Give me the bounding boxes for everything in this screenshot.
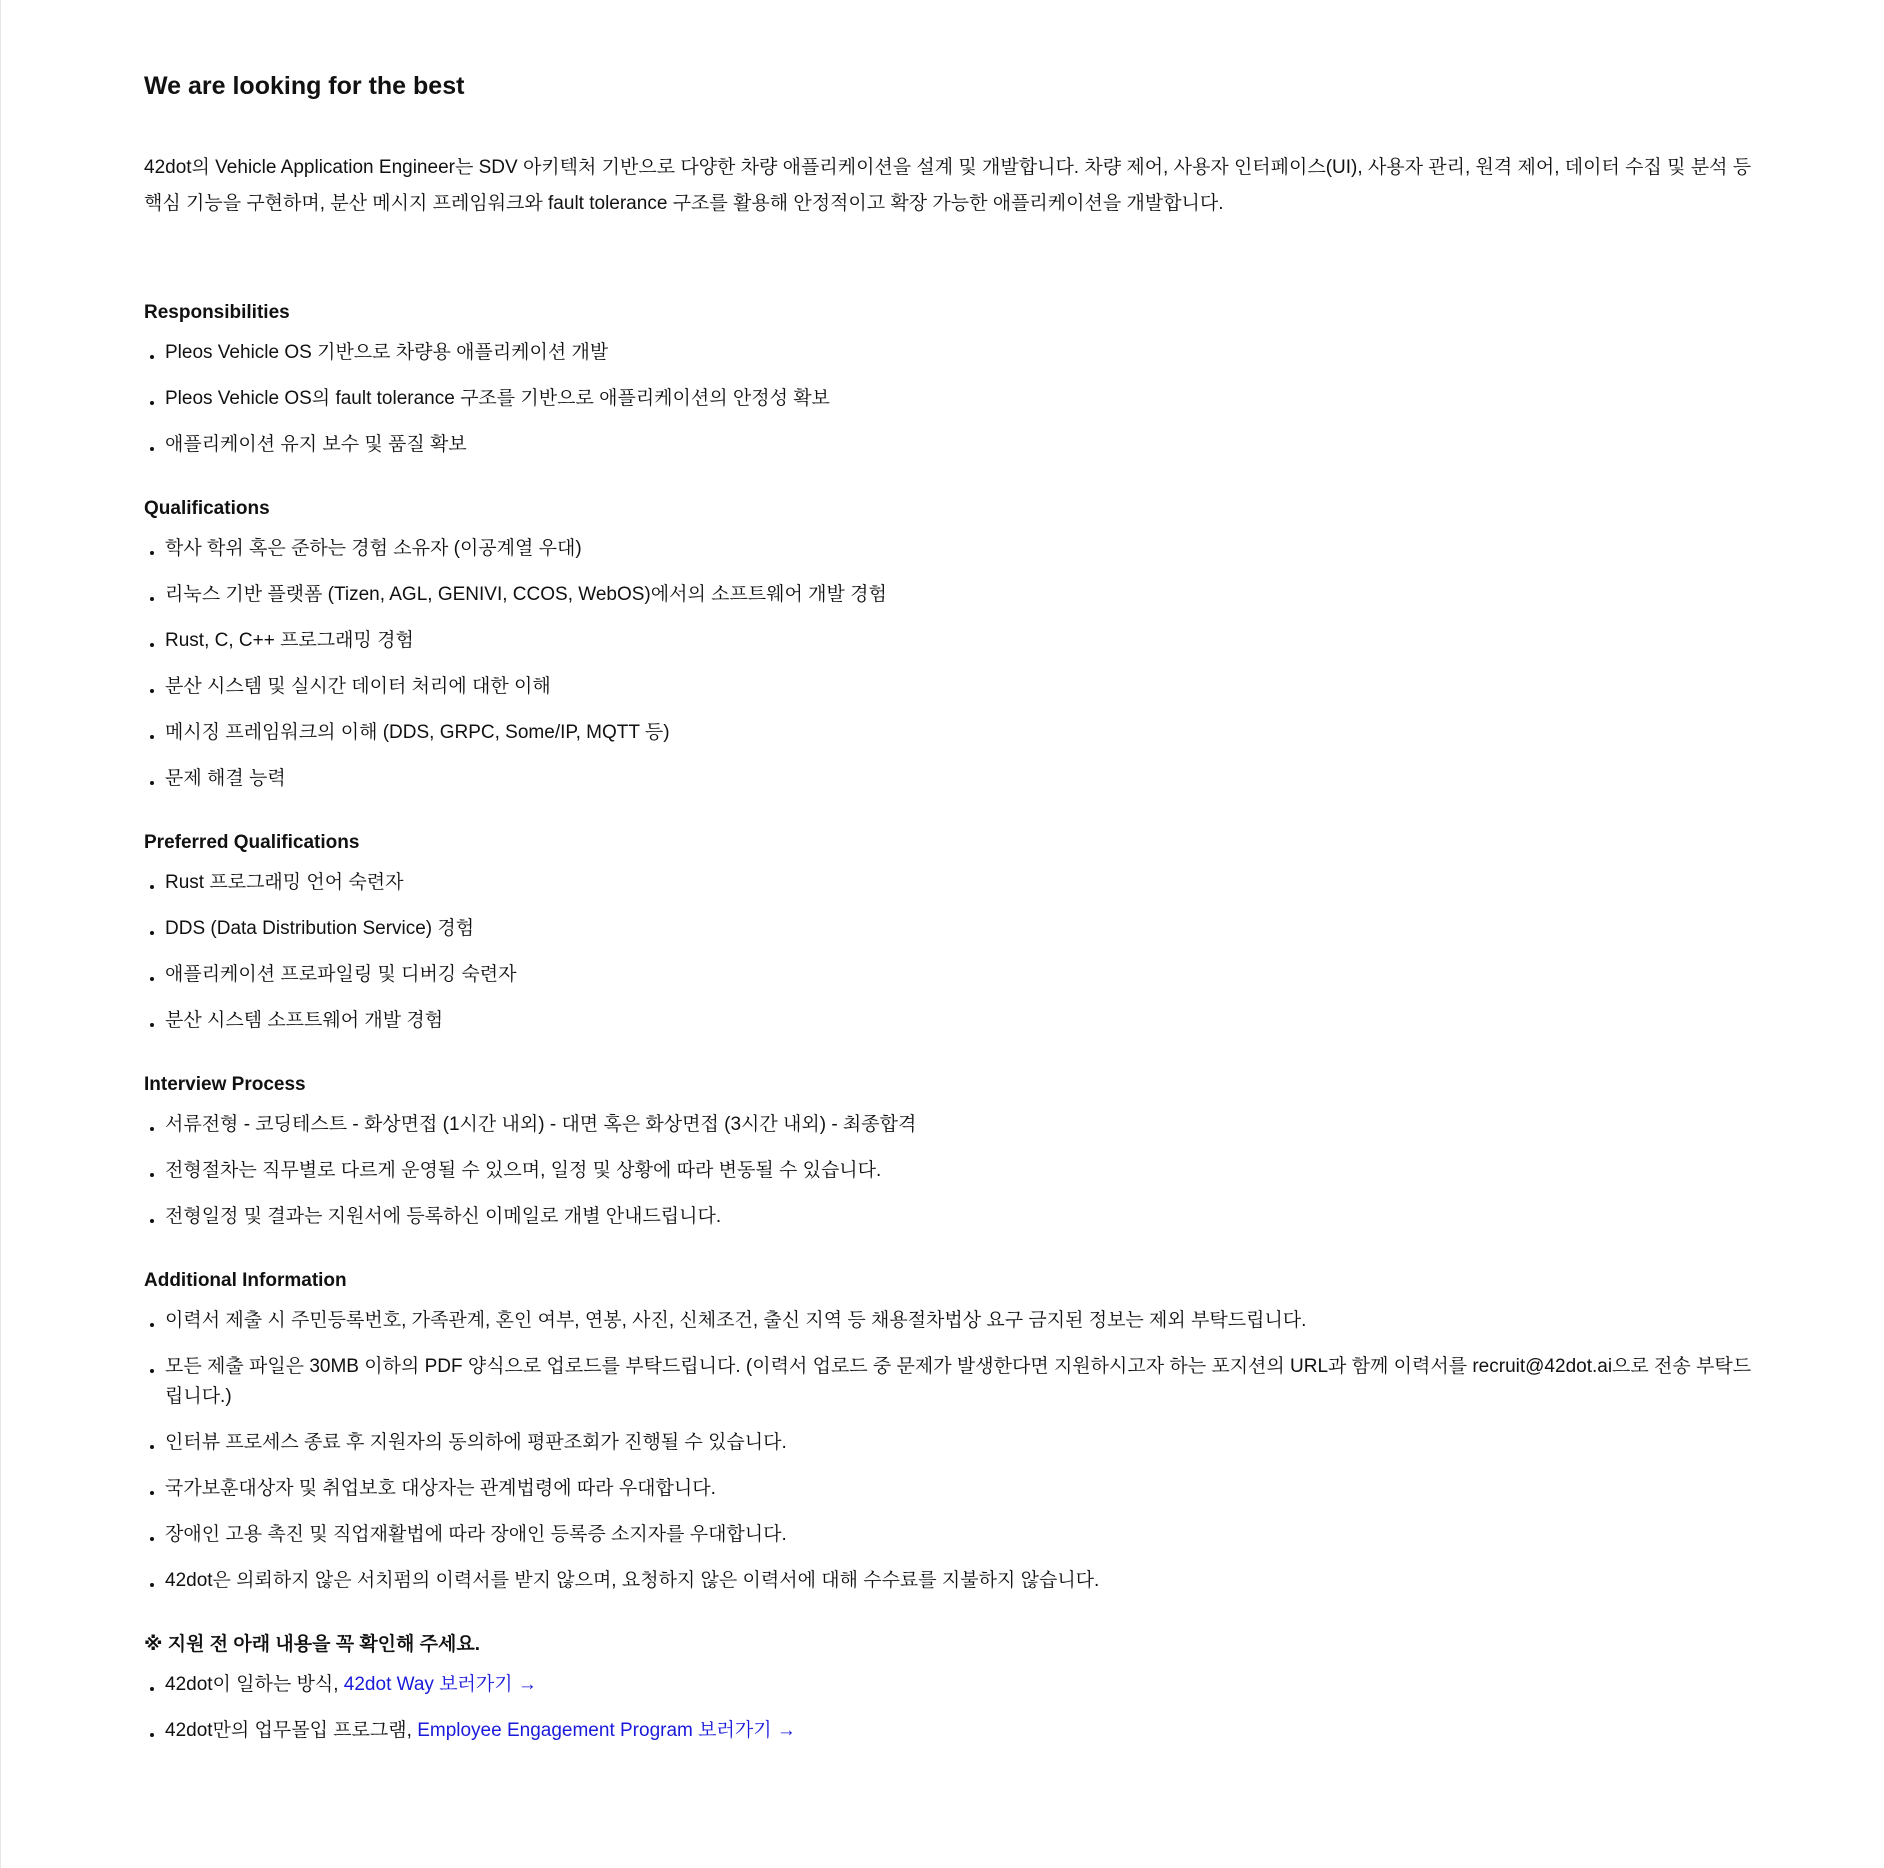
list-item: 인터뷰 프로세스 종료 후 지원자의 동의하에 평판조회가 진행될 수 있습니다. [144, 1428, 1764, 1458]
list-item: 서류전형 - 코딩테스트 - 화상면접 (1시간 내외) - 대면 혹은 화상면접 (3시간 내외) - 최종합격 [144, 1110, 1764, 1140]
employee-engagement-program-link[interactable]: Employee Engagement Program 보러가기 → [417, 1720, 796, 1741]
preferred-qualifications-heading: Preferred Qualifications [144, 832, 360, 853]
list-item: 분산 시스템 소프트웨어 개발 경험 [144, 1006, 1764, 1036]
list-item: 모든 제출 파일은 30MB 이하의 PDF 양식으로 업로드를 부탁드립니다. (이력서 업로드 중 문제가 발생한다면 지원하시고자 하는 포지션의 URL과 함께 이력서를 recruit@42dot.ai으로 전송 부탁드립니다.) [144, 1352, 1764, 1412]
qualifications-list [144, 534, 1764, 794]
list-item: 국가보훈대상자 및 취업보호 대상자는 관계법령에 따라 우대합니다. [144, 1474, 1764, 1504]
list-item: Rust, C, C++ 프로그래밍 경험 [144, 626, 1764, 656]
list-item: 장애인 고용 촉진 및 직업재활법에 따라 장애인 등록증 소지자를 우대합니다. [144, 1520, 1764, 1550]
additional-information-list [144, 1306, 1764, 1596]
responsibilities-section [144, 298, 1764, 460]
job-description [144, 66, 1764, 1780]
list-item [144, 1716, 1764, 1746]
list-item: Pleos Vehicle OS의 fault tolerance 구조를 기반으로 애플리케이션의 안정성 확보 [144, 384, 1764, 414]
list-item: DDS (Data Distribution Service) 경험 [144, 914, 1764, 944]
qualifications-heading: Qualifications [144, 498, 270, 519]
list-item: 전형일정 및 결과는 지원서에 등록하신 이메일로 개별 안내드립니다. [144, 1202, 1764, 1232]
left-border [0, 0, 1, 1868]
list-item: 이력서 제출 시 주민등록번호, 가족관계, 혼인 여부, 연봉, 사진, 신체조건, 출신 지역 등 채용절차법상 요구 금지된 정보는 제외 부탁드립니다. [144, 1306, 1764, 1336]
list-item: 리눅스 기반 플랫폼 (Tizen, AGL, GENIVI, CCOS, WebOS)에서의 소프트웨어 개발 경험 [144, 580, 1764, 610]
notice-list [144, 1670, 1764, 1746]
list-item: 분산 시스템 및 실시간 데이터 처리에 대한 이해 [144, 672, 1764, 702]
intro-paragraph: 42dot의 Vehicle Application Engineer는 SDV 아키텍처 기반으로 다양한 차량 애플리케이션을 설계 및 개발합니다. 차량 제어, 사용자 인터페이스(UI), 사용자 관리, 원격 제어, 데이터 수집 및 분석 등 핵심 기능을 구현하며, 분산 메시지 프레임워크와 fault tolerance 구조를 활용해 안정적이고 확장 가능한 애플리케이션을 개발합니다. [144, 157, 1752, 214]
interview-process-section [144, 1070, 1764, 1232]
responsibilities-list [144, 338, 1764, 460]
interview-process-heading: Interview Process [144, 1074, 306, 1095]
list-item: 애플리케이션 유지 보수 및 품질 확보 [144, 430, 1764, 460]
notice-text: 42dot이 일하는 방식, [165, 1674, 344, 1695]
list-item: 학사 학위 혹은 준하는 경험 소유자 (이공계열 우대) [144, 534, 1764, 564]
qualifications-section [144, 494, 1764, 794]
list-item: Pleos Vehicle OS 기반으로 차량용 애플리케이션 개발 [144, 338, 1764, 368]
responsibilities-heading: Responsibilities [144, 302, 290, 323]
notice-heading: ※ 지원 전 아래 내용을 꼭 확인해 주세요. [144, 1634, 481, 1655]
notice-section [144, 1630, 1764, 1746]
preferred-qualifications-list [144, 868, 1764, 1036]
additional-information-section [144, 1266, 1764, 1596]
list-item: 전형절차는 직무별로 다르게 운영될 수 있으며, 일정 및 상황에 따라 변동될 수 있습니다. [144, 1156, 1764, 1186]
notice-text: 42dot만의 업무몰입 프로그램, [165, 1720, 418, 1741]
list-item [144, 1670, 1764, 1700]
list-item: 메시징 프레임워크의 이해 (DDS, GRPC, Some/IP, MQTT 등) [144, 718, 1764, 748]
list-item: 42dot은 의뢰하지 않은 서치펌의 이력서를 받지 않으며, 요청하지 않은 이력서에 대해 수수료를 지불하지 않습니다. [144, 1566, 1764, 1596]
list-item: 애플리케이션 프로파일링 및 디버깅 숙련자 [144, 960, 1764, 990]
page-title: We are looking for the best [144, 72, 465, 100]
interview-process-list [144, 1110, 1764, 1232]
list-item: Rust 프로그래밍 언어 숙련자 [144, 868, 1764, 898]
preferred-qualifications-section [144, 828, 1764, 1036]
additional-information-heading: Additional Information [144, 1270, 347, 1291]
list-item: 문제 해결 능력 [144, 764, 1764, 794]
42dot-way-link[interactable]: 42dot Way 보러가기 → [343, 1674, 537, 1695]
